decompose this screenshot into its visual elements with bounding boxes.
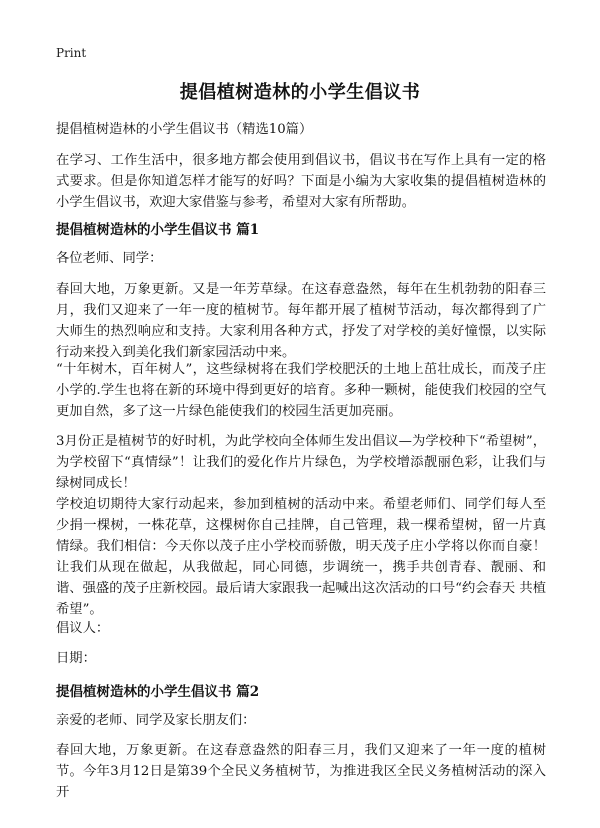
section-heading-1: 提倡植树造林的小学生倡议书 篇1	[56, 222, 260, 238]
paragraph-1-3: 3月份正是植树节的好时机，为此学校向全体师生发出倡议—为学校种下“希望树”，为学校留下“真情绿”！让我们的爱化作片片绿色，为学校增添靓丽色彩，让我们与绿树同成长！	[56, 434, 546, 491]
section-heading-2: 提倡植树造林的小学生倡议书 篇2	[56, 684, 260, 700]
intro-paragraph: 在学习、工作生活中，很多地方都会使用到倡议书，倡议书在写作上具有一定的格式要求。但是你知道怎样才能写的好吗？下面是小编为大家收集的提倡植树造林的小学生倡议书，欢迎大家借鉴与参考，希望对大家有所帮助。	[56, 153, 546, 210]
paragraph-1-1: 春回大地，万象更新。又是一年芳草绿。在这春意盎然，每年在生机勃勃的阳春三月，我们又迎来了一年一度的植树节。每年都开展了植树节活动，每次都得到了广大师生的热烈响应和支持。大家利用各种方式，抒发了对学校的美好憧憬，以实际行动来投入到美化我们新家园活动中来。	[56, 282, 546, 360]
paragraph-2-1: 春回大地，万象更新。在这春意盎然的阳春三月，我们又迎来了一年一度的植树节。今年3月12日是第39个全民义务植树节，为推进我区全民义务植树活动的深入开	[56, 743, 546, 800]
print-link[interactable]: Print	[56, 46, 87, 60]
signature-line: 倡议人：	[56, 621, 110, 636]
date-line: 日期：	[56, 651, 96, 666]
subtitle: 提倡植树造林的小学生倡议书（精选10篇）	[56, 122, 313, 137]
greeting-1: 各位老师、同学：	[56, 251, 163, 266]
paragraph-1-4: 学校迫切期待大家行动起来，参加到植树的活动中来。希望老师们、同学们每人至少捐一棵树，一株花草，这棵树你自己挂牌，自己管理，栽一棵希望树，留一片真情绿。我们相信：今天你以茂子庄小学校而骄傲，明天茂子庄小学将以你而自豪！让我们从现在做起，从我做起，同心同德，步调统一，携手共创青春、靓丽、和谐、强盛的茂子庄新校园。最后请大家跟我一起喊出这次活动的口号“约会春天 共植希望”。	[56, 497, 546, 617]
paragraph-1-2: “十年树木，百年树人”，这些绿树将在我们学校肥沃的土地上茁壮成长，而茂子庄小学的.学生也将在新的环境中得到更好的培育。多种一颗树，能使我们校园的空气更加自然，多了这一片绿色能使我们的校园生活更加亮丽。	[56, 362, 546, 419]
greeting-2: 亲爱的老师、同学及家长朋友们：	[56, 713, 256, 728]
page-title: 提倡植树造林的小学生倡议书	[179, 82, 421, 103]
